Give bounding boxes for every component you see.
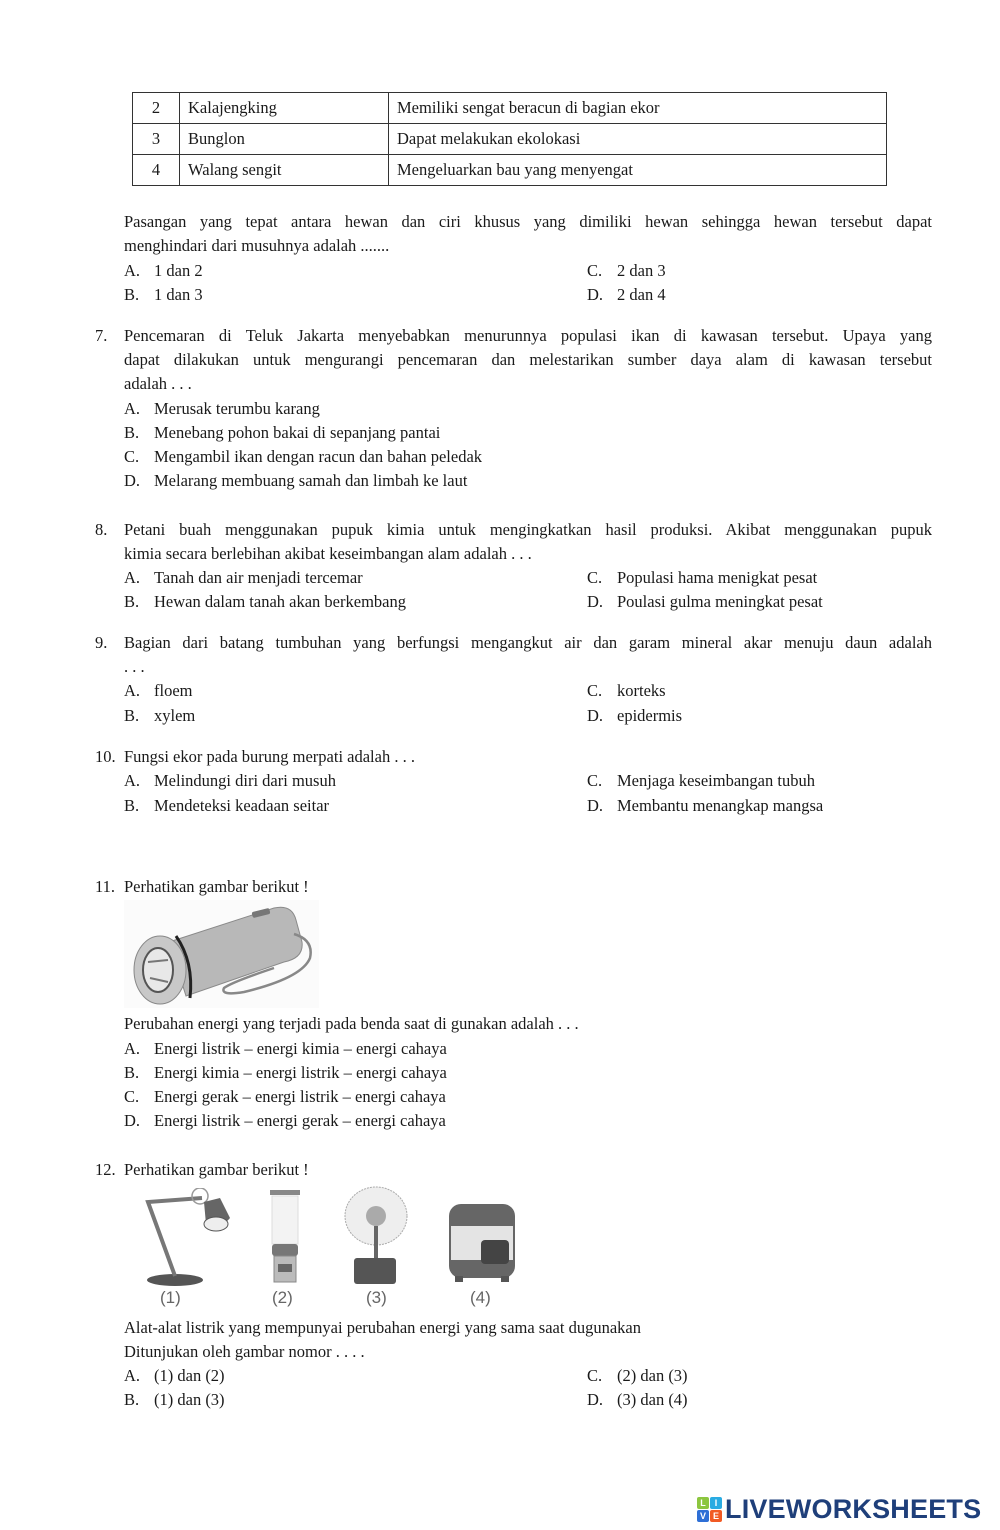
option-text: korteks — [617, 681, 666, 700]
option-a[interactable] — [124, 679, 193, 703]
question-stem: Pasangan yang tepat antara hewan dan ciri khusus yang dimiliki hewan sehingga hewan tersebut dapat — [124, 212, 932, 231]
question-stem: Pencemaran di Teluk Jakarta menyebabkan menurunnya populasi ikan di kawasan tersebut. Upaya yang — [124, 326, 932, 345]
animal-trait: Mengeluarkan bau yang menyengat — [389, 155, 887, 186]
option-text: 2 dan 3 — [617, 261, 666, 280]
table-row — [133, 93, 887, 124]
option-text: Energi kimia – energi listrik – energi cahaya — [154, 1063, 447, 1082]
option-letter: D. — [587, 592, 604, 611]
option-text: Melindungi diri dari musuh — [154, 771, 336, 790]
option-letter: C. — [587, 568, 603, 587]
question-stem: Ditunjukan oleh gambar nomor . . . . — [124, 1342, 365, 1361]
option-text: 2 dan 4 — [617, 285, 666, 304]
logo-tile: V — [697, 1510, 709, 1522]
option-text: (3) dan (4) — [617, 1390, 688, 1409]
animal-name: Walang sengit — [180, 155, 389, 186]
row-number: 2 — [133, 93, 180, 124]
option-text: Populasi hama menigkat pesat — [617, 568, 818, 587]
option-b[interactable] — [124, 421, 440, 445]
option-c[interactable] — [587, 1364, 688, 1388]
question-stem: Fungsi ekor pada burung merpati adalah . . . — [124, 747, 415, 766]
option-letter: D. — [587, 706, 604, 725]
option-c[interactable] — [587, 259, 666, 283]
option-letter: C. — [587, 1366, 603, 1385]
option-text: (1) dan (3) — [154, 1390, 225, 1409]
logo-tile: E — [710, 1510, 722, 1522]
option-text: Membantu menangkap mangsa — [617, 796, 824, 815]
image-caption: (4) — [470, 1288, 491, 1307]
option-b[interactable] — [124, 794, 329, 818]
animal-traits-table — [132, 92, 887, 186]
option-text: Tanah dan air menjadi tercemar — [154, 568, 363, 587]
option-b[interactable] — [124, 283, 203, 307]
option-d[interactable] — [587, 283, 666, 307]
question-number: 10. — [95, 747, 116, 766]
option-b[interactable] — [124, 1061, 447, 1085]
option-letter: A. — [124, 568, 141, 587]
option-b[interactable] — [124, 1388, 225, 1412]
question-number: 9. — [95, 633, 108, 652]
logo-text: LIVEWORKSHEETS — [725, 1493, 982, 1524]
option-a[interactable] — [124, 1364, 225, 1388]
question-stem: Petani buah menggunakan pupuk kimia untuk mengingkatkan hasil produksi. Akibat menggunakan pupuk — [124, 520, 932, 539]
option-letter: A. — [124, 771, 141, 790]
option-letter: B. — [124, 592, 140, 611]
option-text: Energi listrik – energi kimia – energi cahaya — [154, 1039, 447, 1058]
question-number: 11. — [95, 877, 116, 896]
option-d[interactable] — [587, 704, 682, 728]
logo-tile: L — [697, 1497, 709, 1509]
logo-tiles-icon — [697, 1497, 722, 1522]
question-number: 8. — [95, 520, 108, 539]
option-letter: A. — [124, 1039, 141, 1058]
image-caption: (1) — [160, 1288, 181, 1307]
question-number: 7. — [95, 326, 108, 345]
option-letter: B. — [124, 285, 140, 304]
option-letter: D. — [124, 1111, 141, 1130]
option-c[interactable] — [587, 769, 815, 793]
row-number: 4 — [133, 155, 180, 186]
option-letter: D. — [587, 285, 604, 304]
question-stem: menghindari dari musuhnya adalah ....... — [124, 236, 390, 255]
blender-image — [262, 1188, 307, 1288]
question-stem: Alat-alat listrik yang mempunyai perubahan energi yang sama saat dugunakan — [124, 1318, 641, 1337]
question-stem: kimia secara berlebihan akibat keseimbangan alam adalah . . . — [124, 544, 532, 563]
option-text: floem — [154, 681, 193, 700]
option-letter: A. — [124, 1366, 141, 1385]
table-row — [133, 124, 887, 155]
option-letter: B. — [124, 1063, 140, 1082]
standing-fan-image — [340, 1186, 412, 1288]
desk-lamp-image — [140, 1188, 235, 1288]
question-stem: Bagian dari batang tumbuhan yang berfungsi mengangkut air dan garam mineral akar menuju daun adalah — [124, 633, 932, 652]
option-text: Energi listrik – energi gerak – energi cahaya — [154, 1111, 446, 1130]
option-text: Mendeteksi keadaan seitar — [154, 796, 330, 815]
table-row — [133, 155, 887, 186]
animal-trait: Memiliki sengat beracun di bagian ekor — [389, 93, 887, 124]
row-number: 3 — [133, 124, 180, 155]
option-letter: B. — [124, 423, 140, 442]
option-letter: C. — [587, 681, 603, 700]
animal-trait: Dapat melakukan ekolokasi — [389, 124, 887, 155]
option-d[interactable] — [124, 469, 467, 493]
option-letter: C. — [124, 1087, 140, 1106]
option-letter: B. — [124, 796, 140, 815]
logo-tile: I — [710, 1497, 722, 1509]
option-text: (1) dan (2) — [154, 1366, 225, 1385]
option-text: Melarang membuang samah dan limbah ke laut — [154, 471, 468, 490]
option-text: Mengambil ikan dengan racun dan bahan peledak — [154, 447, 483, 466]
option-a[interactable] — [124, 259, 203, 283]
option-letter: C. — [587, 771, 603, 790]
option-text: 1 dan 2 — [154, 261, 203, 280]
option-text: 1 dan 3 — [154, 285, 203, 304]
option-d[interactable] — [124, 1109, 446, 1133]
option-a[interactable] — [124, 566, 363, 590]
option-text: Merusak terumbu karang — [154, 399, 320, 418]
option-c[interactable] — [587, 566, 817, 590]
option-text: xylem — [154, 706, 196, 725]
animal-name: Bunglon — [180, 124, 389, 155]
option-a[interactable] — [124, 397, 320, 421]
animal-name: Kalajengking — [180, 93, 389, 124]
image-caption: (2) — [272, 1288, 293, 1307]
option-text: (2) dan (3) — [617, 1366, 688, 1385]
question-intro: Perhatikan gambar berikut ! — [124, 1160, 309, 1179]
option-letter: D. — [124, 471, 141, 490]
option-letter: D. — [587, 796, 604, 815]
option-letter: C. — [124, 447, 140, 466]
option-b[interactable] — [124, 590, 406, 614]
option-a[interactable] — [124, 769, 336, 793]
option-c[interactable] — [124, 445, 482, 469]
option-letter: A. — [124, 261, 141, 280]
option-text: Menjaga keseimbangan tubuh — [617, 771, 815, 790]
question-number: 12. — [95, 1160, 116, 1179]
option-letter: A. — [124, 399, 141, 418]
option-d[interactable] — [587, 590, 823, 614]
image-caption: (3) — [366, 1288, 387, 1307]
option-text: Energi gerak – energi listrik – energi cahaya — [154, 1087, 446, 1106]
option-b[interactable] — [124, 704, 195, 728]
liveworksheets-logo[interactable] — [697, 1494, 981, 1524]
option-letter: B. — [124, 1390, 140, 1409]
option-d[interactable] — [587, 1388, 688, 1412]
option-a[interactable] — [124, 1037, 447, 1061]
option-letter: C. — [587, 261, 603, 280]
option-letter: A. — [124, 681, 141, 700]
option-text: Poulasi gulma meningkat pesat — [617, 592, 823, 611]
option-letter: D. — [587, 1390, 604, 1409]
option-c[interactable] — [124, 1085, 446, 1109]
question-stem: Perubahan energi yang terjadi pada benda saat di gunakan adalah . . . — [124, 1014, 579, 1033]
question-stem: . . . — [124, 657, 145, 676]
question-stem: dapat dilakukan untuk mengurangi pencemaran dan melestarikan sumber daya alam di kawasan tersebut — [124, 350, 932, 369]
option-c[interactable] — [587, 679, 666, 703]
rice-cooker-image — [445, 1200, 520, 1288]
option-text: epidermis — [617, 706, 683, 725]
option-letter: B. — [124, 706, 140, 725]
option-text: Hewan dalam tanah akan berkembang — [154, 592, 406, 611]
option-text: Menebang pohon bakai di sepanjang pantai — [154, 423, 441, 442]
question-intro: Perhatikan gambar berikut ! — [124, 877, 309, 896]
flashlight-image — [124, 900, 319, 1008]
option-d[interactable] — [587, 794, 823, 818]
question-stem: adalah . . . — [124, 374, 192, 393]
